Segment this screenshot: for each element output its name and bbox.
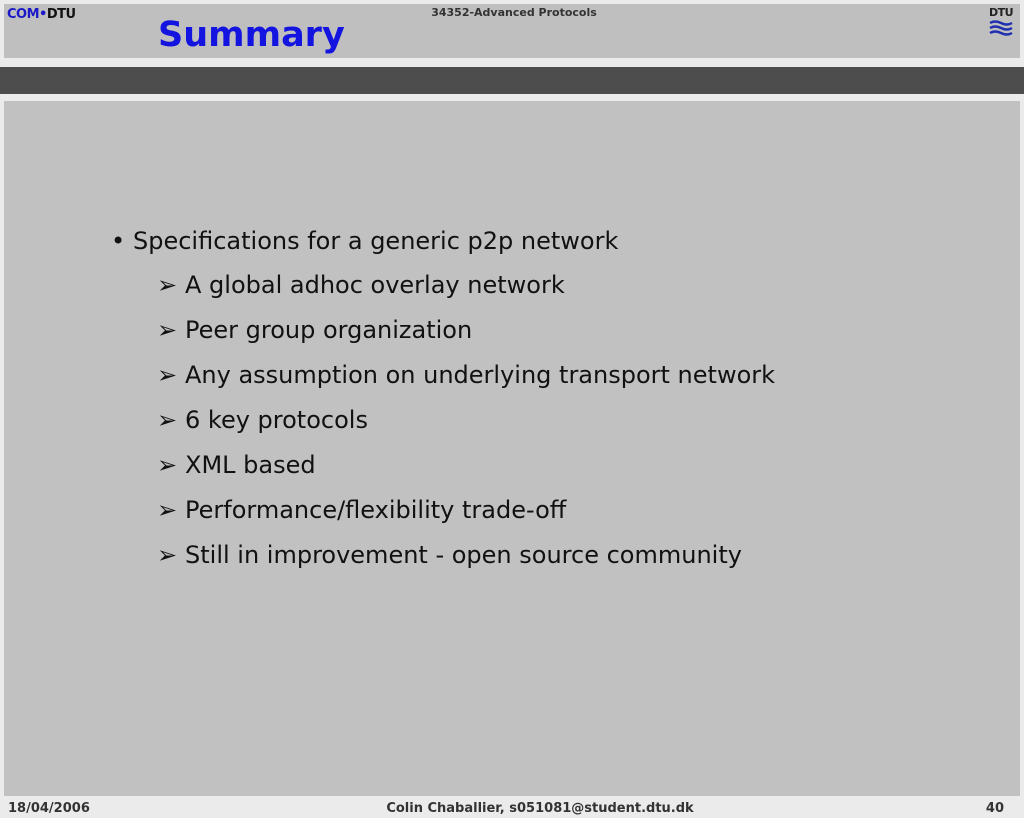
com-dtu-logo <box>7 7 76 22</box>
sub-bullet-text: Peer group organization <box>185 316 473 344</box>
logo-dot: • <box>39 7 47 22</box>
sub-bullet <box>111 488 775 533</box>
dtu-logo <box>988 7 1014 39</box>
logo-dtu-text: DTU <box>46 7 76 22</box>
arrow-bullet-icon: ➢ <box>157 271 178 299</box>
dtu-logo-text: DTU <box>988 6 1014 19</box>
sub-bullet-text: Any assumption on underlying transport network <box>185 361 776 389</box>
sub-bullet <box>111 533 775 578</box>
arrow-bullet-icon: ➢ <box>157 451 178 479</box>
sub-bullet <box>111 308 775 353</box>
sub-bullet-text: 6 key protocols <box>185 406 368 434</box>
sub-bullet <box>111 263 775 308</box>
sub-bullet <box>111 353 775 398</box>
footer-date: 18/04/2006 <box>8 801 90 816</box>
sub-bullet <box>111 398 775 443</box>
sub-bullet-text: Still in improvement - open source community <box>185 541 742 569</box>
sub-bullet-text: XML based <box>185 451 316 479</box>
header-divider-bar <box>0 67 1024 94</box>
dtu-waves-icon <box>988 19 1014 37</box>
sub-bullet <box>111 443 775 488</box>
sub-bullet-text: Performance/flexibility trade-off <box>185 496 567 524</box>
slide-body <box>4 101 1020 796</box>
logo-com-text: COM <box>7 7 40 22</box>
footer-author: Colin Chaballier, s051081@student.dtu.dk <box>386 801 694 816</box>
bullet-dot-icon: • <box>111 227 126 255</box>
slide-title: Summary <box>158 15 345 55</box>
arrow-bullet-icon: ➢ <box>157 361 178 389</box>
slide-header <box>4 4 1020 58</box>
bullet-list <box>111 219 775 578</box>
page-number: 40 <box>985 801 1004 816</box>
arrow-bullet-icon: ➢ <box>157 316 178 344</box>
main-bullet-text: Specifications for a generic p2p network <box>133 227 619 255</box>
sub-bullet-text: A global adhoc overlay network <box>185 271 565 299</box>
arrow-bullet-icon: ➢ <box>157 541 178 569</box>
slide-footer <box>0 800 1024 818</box>
arrow-bullet-icon: ➢ <box>157 496 178 524</box>
main-bullet <box>111 219 775 263</box>
course-name: 34352-Advanced Protocols <box>431 6 597 19</box>
arrow-bullet-icon: ➢ <box>157 406 178 434</box>
